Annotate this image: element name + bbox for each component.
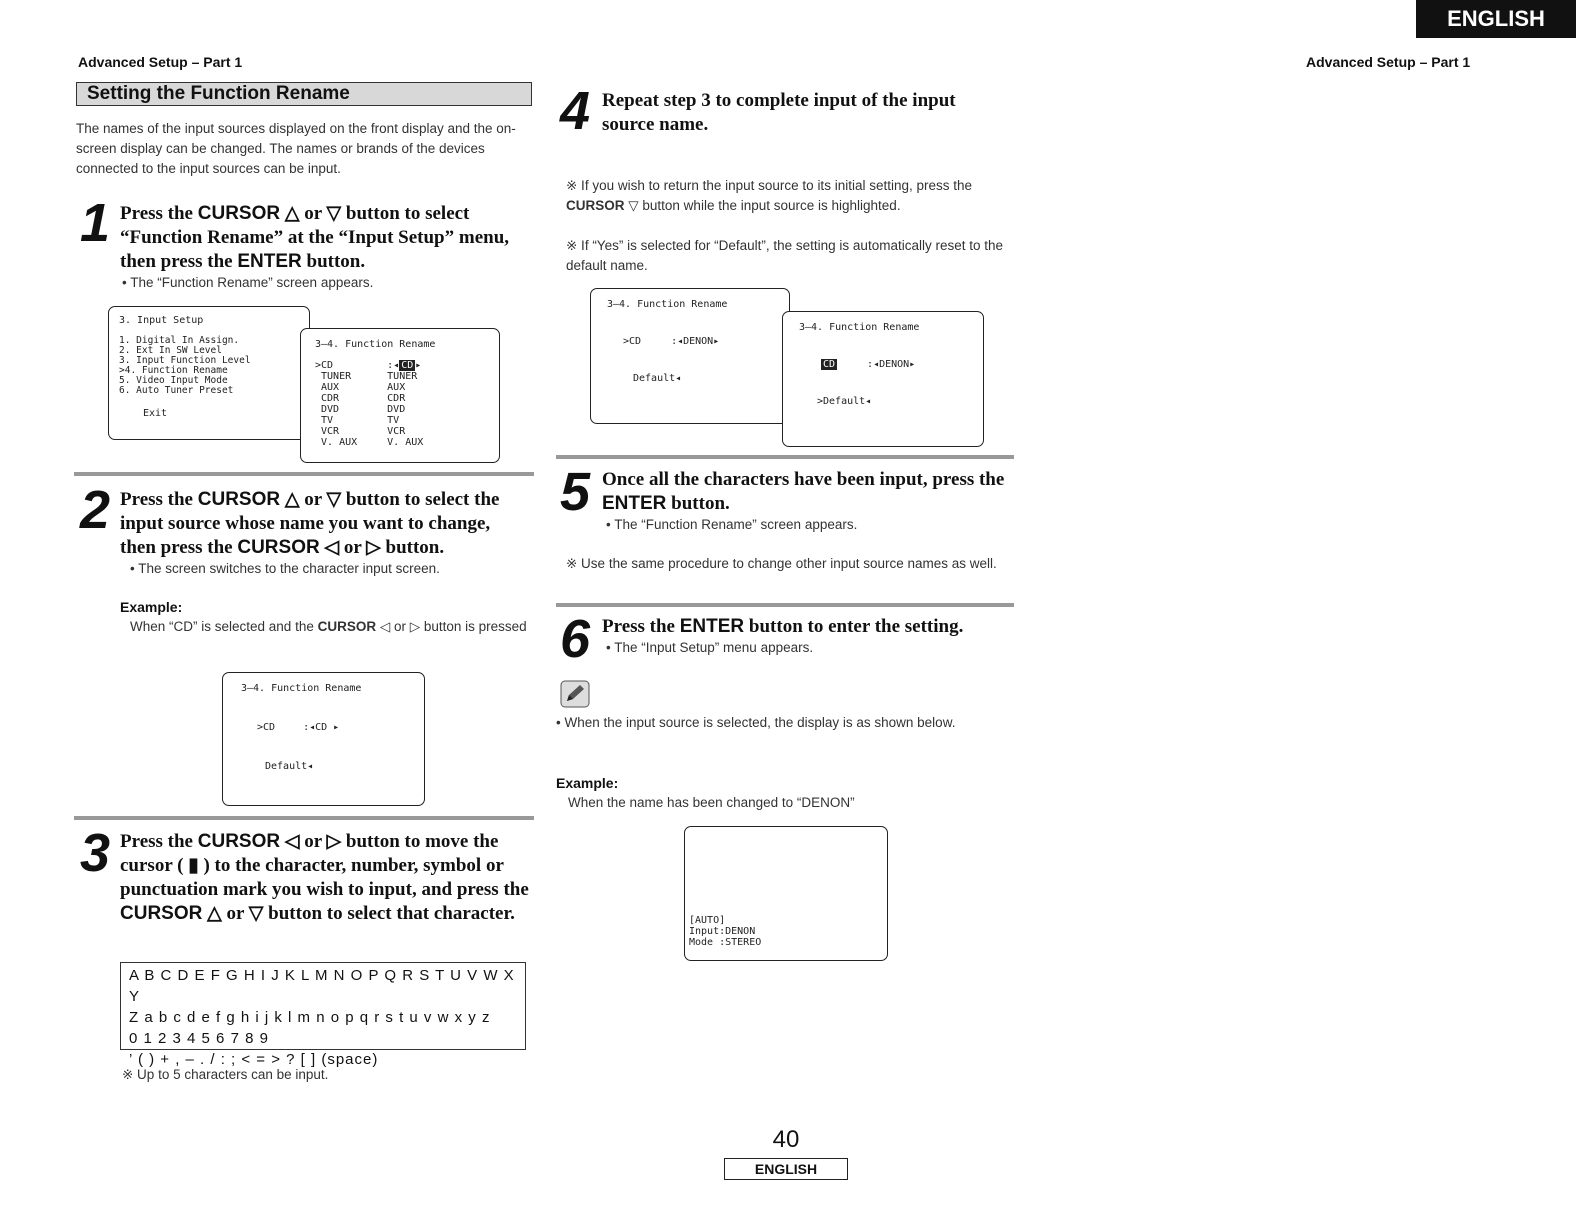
screen-title: 3–4. Function Rename bbox=[241, 683, 362, 694]
screen-exit: Exit bbox=[143, 408, 168, 419]
row-value: :◂DENON▸ bbox=[671, 336, 720, 347]
rename-example-screen bbox=[222, 672, 425, 806]
step-4-note-1: ※ If you wish to return the input source to its initial setting, press the CURSOR ▽ button while the input source is highlighted. bbox=[566, 178, 973, 213]
default-option: Default◂ bbox=[265, 761, 314, 772]
step-4-number: 4 bbox=[560, 81, 591, 141]
divider bbox=[556, 455, 1014, 459]
step-1-text: Press the CURSOR △ or ▽ button to select “Function Rename” at the “Input Setup” menu, then press the ENTER button. bbox=[120, 203, 510, 272]
step-2-number: 2 bbox=[80, 480, 111, 540]
example-label-right: Example: bbox=[556, 775, 619, 791]
example-text-right: When the name has been changed to “DENON” bbox=[568, 795, 855, 810]
row-value: :◂DENON▸ bbox=[867, 359, 916, 370]
char-row-symbols: ’ ( ) + , – . / : ; < = > ? [ ] (space) bbox=[129, 1051, 379, 1068]
step-3-number: 3 bbox=[80, 823, 111, 883]
note-text: • When the input source is selected, the display is as shown below. bbox=[556, 715, 956, 730]
row-value: :◂CD ▸ bbox=[303, 722, 340, 733]
function-rename-screen bbox=[300, 328, 500, 463]
step-5-note-2: ※ Use the same procedure to change other input source names as well. bbox=[566, 556, 997, 571]
screen-title: 3. Input Setup bbox=[119, 315, 204, 326]
step-1-number: 1 bbox=[80, 193, 111, 253]
section-title: Setting the Function Rename bbox=[76, 82, 532, 106]
page-language-label: ENGLISH bbox=[724, 1158, 848, 1180]
rename-screen-a bbox=[590, 288, 790, 424]
page-number: 40 bbox=[772, 1126, 800, 1153]
source-list: >CD TUNER AUX CDR DVD TV VCR V. AUX bbox=[315, 360, 358, 448]
row-label: CD bbox=[823, 359, 836, 370]
step-5-note: • The “Function Rename” screen appears. bbox=[606, 517, 858, 532]
step-5-number: 5 bbox=[560, 462, 591, 522]
screen-menu-items: 1. Digital In Assign. 2. Ext In SW Level 3. Input Function Level >4. Function Rename 5. Video Input Mode 6. Auto Tuner Preset bbox=[119, 335, 251, 396]
input-setup-screen bbox=[108, 306, 310, 440]
step-4-note-2: ※ If “Yes” is selected for “Default”, the setting is automatically reset to the default name. bbox=[566, 238, 1004, 273]
display-line-1: [AUTO] bbox=[689, 915, 726, 926]
step-6-text: Press the ENTER button to enter the setting. bbox=[602, 616, 964, 637]
note-pencil-icon bbox=[560, 680, 590, 708]
screen-title: 3–4. Function Rename bbox=[315, 339, 436, 350]
character-table bbox=[120, 962, 526, 1068]
step-1-note: • The “Function Rename” screen appears. bbox=[122, 275, 374, 290]
char-row-digits: 0 1 2 3 4 5 6 7 8 9 bbox=[129, 1030, 269, 1047]
screen-title: 3–4. Function Rename bbox=[799, 322, 920, 333]
screen-title: 3–4. Function Rename bbox=[607, 299, 728, 310]
display-line-2: Input:DENON bbox=[689, 926, 756, 937]
header-right: Advanced Setup – Part 1 bbox=[1306, 54, 1471, 70]
front-display-screen bbox=[684, 826, 888, 961]
step-6-note: • The “Input Setup” menu appears. bbox=[606, 640, 814, 655]
step-5-text: Once all the characters have been input, press the ENTER button. bbox=[602, 469, 1005, 514]
example-text: When “CD” is selected and the CURSOR ◁ or ▷ button is pressed bbox=[130, 619, 527, 634]
step-3-text: Press the CURSOR ◁ or ▷ button to move the cursor ( ▮ ) to the character, number, symbol or punctuation mark you wish to input, and press the CURSOR △ or ▽ button to select that character. bbox=[120, 831, 529, 924]
char-row-lowercase: Z a b c d e f g h i j k l m n o p q r s t u v w x y z bbox=[129, 1009, 491, 1026]
selected-name: :◂ CD ▸ bbox=[387, 360, 422, 371]
language-tab: ENGLISH bbox=[1416, 0, 1576, 38]
row-label: >CD bbox=[257, 722, 276, 733]
name-list: TUNER AUX CDR DVD TV VCR V. AUX bbox=[387, 371, 424, 448]
row-label: >CD bbox=[623, 336, 642, 347]
divider bbox=[74, 816, 534, 820]
char-row-uppercase: A B C D E F G H I J K L M N O P Q R S T U V W X Y bbox=[129, 967, 515, 1005]
step-2-note: • The screen switches to the character input screen. bbox=[130, 561, 440, 576]
divider bbox=[556, 603, 1014, 607]
step-4-text: Repeat step 3 to complete input of the input source name. bbox=[602, 90, 956, 135]
header-left: Advanced Setup – Part 1 bbox=[78, 54, 243, 70]
rename-screen-b bbox=[782, 311, 984, 447]
example-label: Example: bbox=[120, 599, 183, 615]
step-2-text: Press the CURSOR △ or ▽ button to select the input source whose name you want to change, then press the CURSOR ◁ or ▷ button. bbox=[120, 489, 500, 558]
step-6-number: 6 bbox=[560, 609, 591, 669]
display-line-3: Mode :STEREO bbox=[689, 937, 762, 948]
intro-text: The names of the input sources displayed on the front display and the on-screen display can be changed. The names or brands of the devices connected to the input sources can be input. bbox=[76, 121, 516, 176]
default-option: Default◂ bbox=[633, 373, 682, 384]
divider bbox=[74, 472, 534, 476]
step-3-note: ※ Up to 5 characters can be input. bbox=[122, 1067, 329, 1082]
default-option: >Default◂ bbox=[817, 396, 872, 407]
